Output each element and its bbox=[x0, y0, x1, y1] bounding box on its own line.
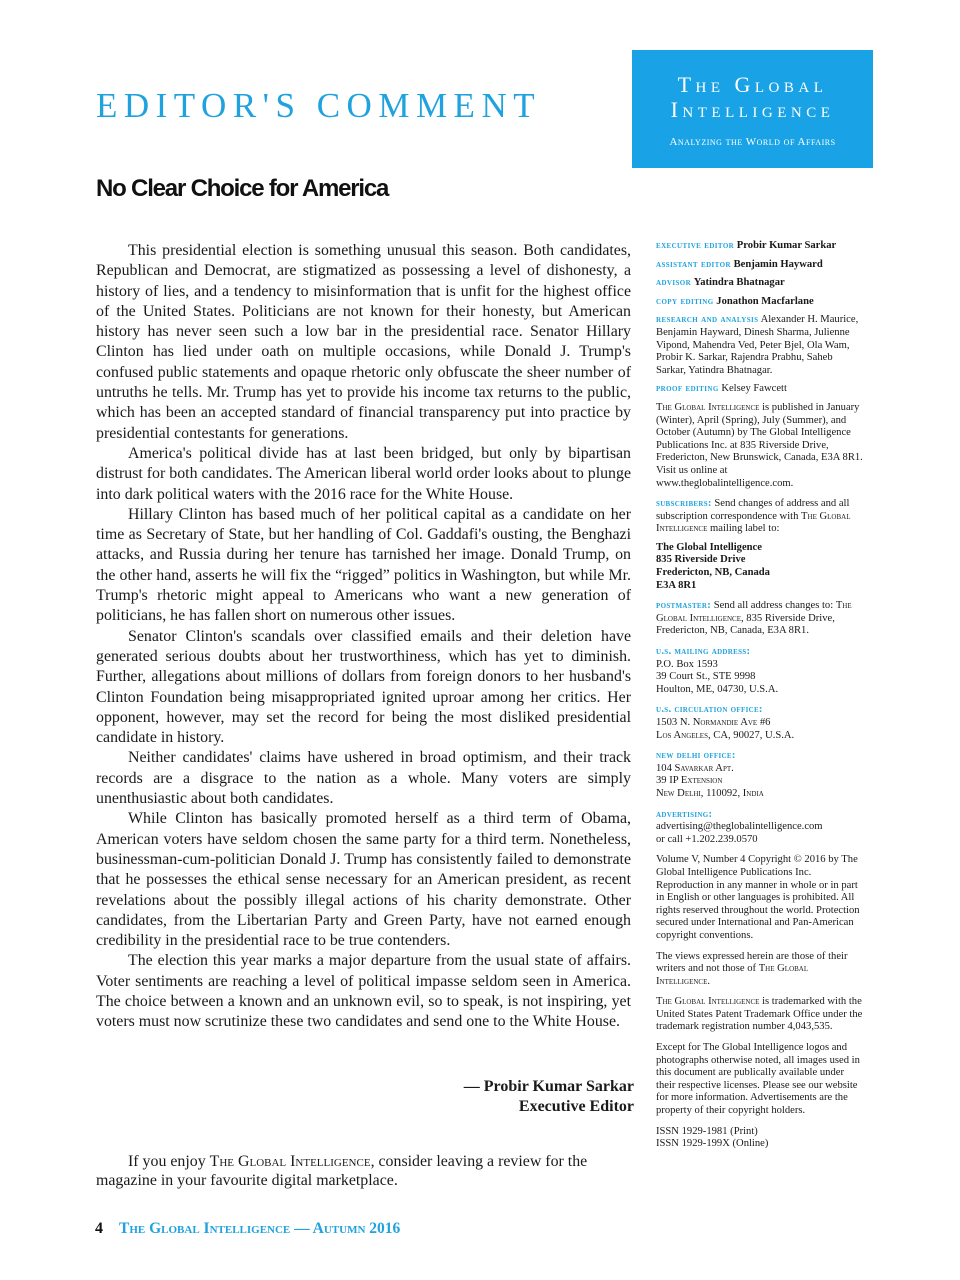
views-tail: . bbox=[707, 975, 711, 987]
trademark-text: is trademarked with the United States Patent Trademark Office under the trademark registration number 4,043,535. bbox=[656, 996, 863, 1033]
article-body bbox=[96, 241, 631, 1033]
masthead bbox=[656, 240, 864, 1159]
magazine-name: The Global Intelligence bbox=[656, 996, 760, 1008]
address-line: 1503 N. Normandie Ave #6 bbox=[656, 717, 771, 728]
credit-name: Jonathon Macfarlane bbox=[716, 295, 814, 307]
magazine-name: The Global Intelligence bbox=[656, 510, 851, 535]
credit-name: Kelsey Fawcett bbox=[721, 383, 787, 395]
credit-name: Yatindra Bhatnagar bbox=[693, 277, 785, 289]
magazine-name: The Global Intelligence bbox=[656, 963, 809, 987]
us-circulation-label: u.s. circulation office: bbox=[656, 704, 763, 716]
address-line: The Global Intelligence bbox=[656, 541, 762, 553]
advertising-phone: or call +1.202.239.0570 bbox=[656, 833, 758, 845]
address-line: 39 IP Extension bbox=[656, 775, 723, 787]
review-magazine-name: The Global Intelligence bbox=[209, 1153, 371, 1170]
footer-issue: The Global Intelligence — Autumn 2016 bbox=[119, 1220, 401, 1237]
us-circulation-info bbox=[656, 704, 864, 742]
postmaster-info bbox=[656, 600, 864, 638]
issn-info bbox=[656, 1126, 864, 1151]
credit-role: advisor bbox=[656, 277, 692, 289]
credit-proof-editing bbox=[656, 383, 864, 396]
article-paragraph: Senator Clinton's scandals over classified emails and their deletion have generated serious doubts about her trustworthiness, which has yet to diminish. Further, allegations about millions of dollars from foreign donors to her husband's Clinton Foundation being misappropriated ignited uproar among her critics. Her opponent, however, may set the record for being the most disliked presidential candidate in history. bbox=[96, 627, 631, 747]
address-line: 39 Court St., STE 9998 bbox=[656, 671, 756, 683]
views-disclaimer bbox=[656, 951, 864, 989]
logo-tagline: Analyzing the World of Affairs bbox=[669, 136, 836, 148]
address-line: 104 Savarkar Apt. bbox=[656, 762, 734, 774]
new-delhi-info bbox=[656, 750, 864, 800]
advertising-info bbox=[656, 809, 864, 847]
subscribers-label: subscribers: bbox=[656, 498, 712, 510]
logos-note: Except for The Global Intelligence logos and photographs otherwise noted, all images used in this document are publically available under their respective licenses. Please see our website for more information. Advertisements are the property of their copyright holders. bbox=[656, 1042, 860, 1117]
credit-role: research and analysis bbox=[656, 314, 759, 326]
credit-assistant-editor bbox=[656, 259, 864, 272]
copyright-notice: Volume V, Number 4 Copyright © 2016 by The Global Intelligence Publications Inc. Reproduction in any manner in whole or in part in English or other languages is prohibited. All rights reserved throughout the world. Protection secured under International and Pan-American copyright conventions. bbox=[656, 854, 860, 941]
credit-role: proof editing bbox=[656, 383, 719, 395]
logo-line-2: Intelligence bbox=[670, 97, 835, 122]
review-text-after: , consider leaving a review for the magazine in your favourite digital marketplace. bbox=[96, 1153, 588, 1189]
credit-research bbox=[656, 314, 864, 377]
publication-text: is published in January (Winter), April (Spring), July (Summer), and October (Autumn) by The Global Intelligence Publications Inc. at 835 Riverside Drive, Fredericton, New Brunswick, Canada, E3A 8R1. Visit us online at www.theglobalintelligence.com. bbox=[656, 401, 863, 489]
issn-online: ISSN 1929-199X (Online) bbox=[656, 1138, 769, 1150]
credit-copy-editing bbox=[656, 296, 864, 309]
address-line: Los Angeles, CA, 90027, U.S.A. bbox=[656, 729, 795, 741]
address-line: New Delhi, 110092, India bbox=[656, 787, 764, 799]
subscribers-address bbox=[656, 542, 864, 592]
us-mailing-info bbox=[656, 646, 864, 696]
article-paragraph: America's political divide has at last been bridged, but only by bipartisan distrust for both candidates. The American liberal world order looks about to plunge into dark political waters with the 2016 race for the White House. bbox=[96, 444, 632, 503]
logo-line-1: The Global bbox=[677, 72, 828, 97]
postmaster-label: postmaster: bbox=[656, 600, 712, 612]
credit-advisor bbox=[656, 277, 864, 290]
address-line: E3A 8R1 bbox=[656, 579, 697, 591]
postmaster-text: Send all address changes to: bbox=[711, 600, 834, 612]
subscribers-info bbox=[656, 498, 864, 592]
signature bbox=[464, 1077, 634, 1117]
article-paragraph: While Clinton has basically promoted herself as a third term of Obama, American voters have seldom chosen the same party for a third term. Nonetheless, businessman-cum-politician Donald J. Trump has consistently failed to demonstrate that he possesses the ethical sense necessary for an American president, as recent revelations about the possibly illegal actions of his charity demonstrate. Other candidates, from the Libertarian Party and Green Party, have not earned enough credibility in the presidential race to be true contenders. bbox=[96, 810, 631, 950]
article-paragraph: Hillary Clinton has based much of her political capital as a candidate on her time as Secretary of State, but her handling of Col. Gaddafi's ousting, the Benghazi attacks, and Russia during her tenure has tarnished her image. Donald Trump, on the other hand, asserts he will fix the “rigged” politics in Washington, but while Mr. Trump's rhetoric might appeal to Americans who want a new generation of politicians, he has fallen short on numerous other issues. bbox=[96, 505, 631, 625]
advertising-email: advertising@theglobalintelligence.com bbox=[656, 821, 823, 833]
credit-name: Probir Kumar Sarkar bbox=[736, 240, 837, 251]
section-heading: EDITOR'S COMMENT bbox=[96, 86, 542, 125]
article-title: No Clear Choice for America bbox=[96, 175, 389, 202]
credit-name: Alexander H. Maurice, Benjamin Hayward, Dinesh Sharma, Julienne Vipond, Mahendra Ved, Peter Bjel, Ola Wam, Probir K. Sarkar, Rajendra Prabhu, Saheb Sarkar, Yatindra Bhatnagar. bbox=[656, 314, 859, 376]
article-paragraph: The election this year marks a major departure from the usual state of affairs. Voter sentiments are reaching a level of political impasse seldom seen in America. The choice between a known and an unknown evil, so to speak, is not inspiring, yet voters must now scrutinize these two candidates and send one to the White House. bbox=[96, 952, 631, 1031]
address-line: Houlton, ME, 04730, U.S.A. bbox=[656, 683, 779, 695]
subscribers-tail: mailing label to: bbox=[707, 523, 780, 535]
issn-print: ISSN 1929-1981 (Print) bbox=[656, 1125, 758, 1137]
review-note bbox=[96, 1152, 616, 1190]
magazine-name: The Global Intelligence bbox=[656, 401, 760, 413]
credit-role: copy editing bbox=[656, 295, 714, 307]
page-number: 4 bbox=[95, 1220, 103, 1237]
trademark-notice bbox=[656, 996, 864, 1034]
article-paragraph: Neither candidates' claims have ushered in broad optimism, and their track records are a disgrace to the nation as a whole. Many voters are simply unenthusiastic about both candidates. bbox=[96, 749, 631, 808]
views-text: The views expressed herein are those of their writers and not those of bbox=[656, 950, 848, 975]
credit-role: assistant editor bbox=[656, 258, 731, 270]
address-line: 835 Riverside Drive bbox=[656, 554, 746, 566]
magazine-name: The Global Intelligence bbox=[656, 600, 852, 624]
address-line: Fredericton, NB, Canada bbox=[656, 567, 770, 579]
signature-role: Executive Editor bbox=[518, 1098, 634, 1115]
address-line: P.O. Box 1593 bbox=[656, 658, 718, 670]
credit-name: Benjamin Hayward bbox=[733, 258, 823, 270]
credit-role: executive editor bbox=[656, 240, 735, 251]
article-paragraph: This presidential election is something unusual this season. Both candidates, Republican and Democrat, are stigmatized as possessing a level of dishonesty, a history of lies, and a tendency to misinformation that is unfit for the highest office of the United States. Politicians are not known for their honesty, but American history has never seen such a low bar in the presidential race. Senator Hillary Clinton has lied under oath on multiple occasions, while Donald J. Trump's confused public statements and opaque rhetoric only obfuscate the sheer number of untruths he tells. Mr. Trump has yet to provide his income tax returns to the public, which has been an accepted standard of financial transparency put into practice by presidential contestants for generations. bbox=[96, 242, 631, 442]
us-mailing-label: u.s. mailing address: bbox=[656, 646, 751, 658]
publication-info bbox=[656, 402, 864, 490]
advertising-label: advertising: bbox=[656, 808, 713, 820]
credit-executive-editor bbox=[656, 240, 864, 253]
postmaster-tail: , 835 Riverside Drive, Fredericton, NB, Canada, E3A 8R1. bbox=[656, 612, 835, 637]
magazine-logo bbox=[632, 50, 873, 168]
new-delhi-label: new delhi office: bbox=[656, 750, 736, 762]
signature-name: — Probir Kumar Sarkar bbox=[463, 1078, 634, 1095]
review-text-before: If you enjoy bbox=[128, 1153, 210, 1170]
subscribers-text: Send changes of address and all subscription correspondence with bbox=[656, 498, 850, 522]
page-footer bbox=[95, 1220, 400, 1238]
